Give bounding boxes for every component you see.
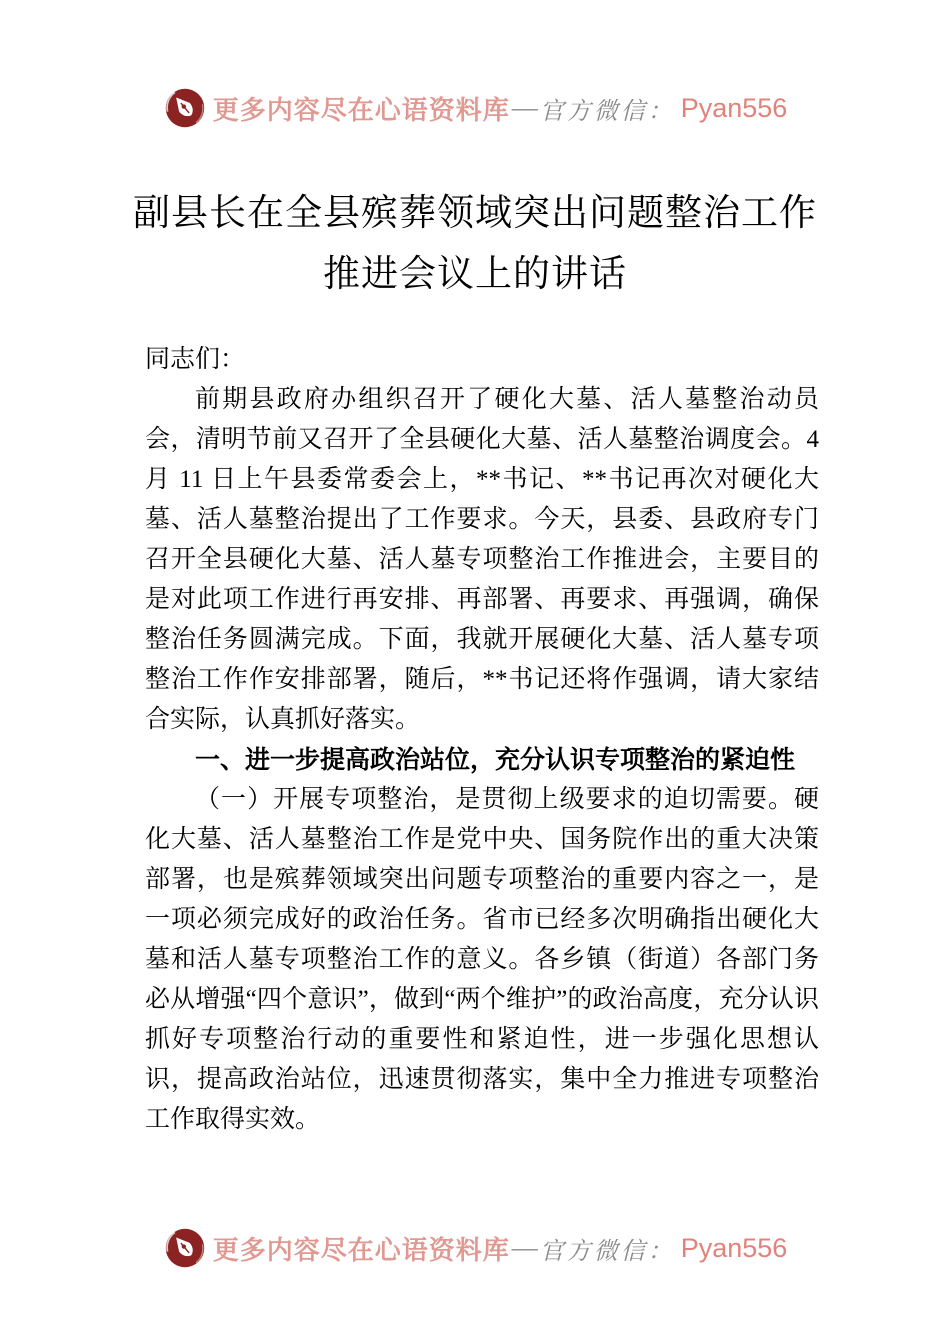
document-body — [145, 340, 819, 1140]
pen-nib-logo-icon — [163, 1226, 207, 1270]
watermark-brand-text: 更多内容尽在心语资料库 — [212, 1235, 510, 1265]
body-paragraph-1: 前期县政府办组织召开了硬化大墓、活人墓整治动员会，清明节前又召开了全县硬化大墓、活人墓整治调度会。4 月 11 日上午县委常委会上，**书记、**书记再次对硬化大墓、活人墓整治提出了工作要求。今天，县委、县政府专门召开全县硬化大墓、活人墓专项整治工作推进会，主要目的是对此项工作进行再安排、再部署、再要求、再强调，确保整治任务圆满完成。下面，我就开展硬化大墓、活人墓专项整治工作作安排部署，随后，**书记还将作强调，请大家结合实际，认真抓好落实。 — [145, 386, 819, 733]
watermark-brand-text: 更多内容尽在心语资料库 — [212, 95, 510, 125]
watermark-dash: — — [511, 1233, 538, 1262]
watermark-channel-label: 官方微信： — [539, 1236, 675, 1265]
watermark-header — [0, 86, 950, 130]
watermark-footer — [0, 1226, 950, 1270]
pen-nib-logo-icon — [163, 86, 207, 130]
title-line-2: 推进会议上的讲话 — [323, 254, 627, 295]
watermark-dash: — — [511, 93, 538, 122]
section-heading-1: 一、进一步提高政治站位，充分认识专项整治的紧迫性 — [195, 746, 796, 774]
watermark-channel-id: Pyan556 — [680, 92, 788, 123]
document-title — [0, 183, 950, 305]
watermark-channel-label: 官方微信： — [539, 96, 675, 125]
title-line-1: 副县长在全县殡葬领域突出问题整治工作 — [133, 193, 817, 234]
body-paragraph-2: （一）开展专项整治，是贯彻上级要求的迫切需要。硬化大墓、活人墓整治工作是党中央、国务院作出的重大决策部署，也是殡葬领域突出问题专项整治的重要内容之一，是一项必须完成好的政治任务。省市已经多次明确指出硬化大墓和活人墓专项整治工作的意义。各乡镇（街道）各部门务必从增强“四个意识”，做到“两个维护”的政治高度，充分认识抓好专项整治行动的重要性和紧迫性，进一步强化思想认识，提高政治站位，迅速贯彻落实，集中全力推进专项整治工作取得实效。 — [145, 786, 819, 1133]
salutation: 同志们： — [145, 346, 246, 373]
watermark-channel-id: Pyan556 — [680, 1232, 788, 1263]
